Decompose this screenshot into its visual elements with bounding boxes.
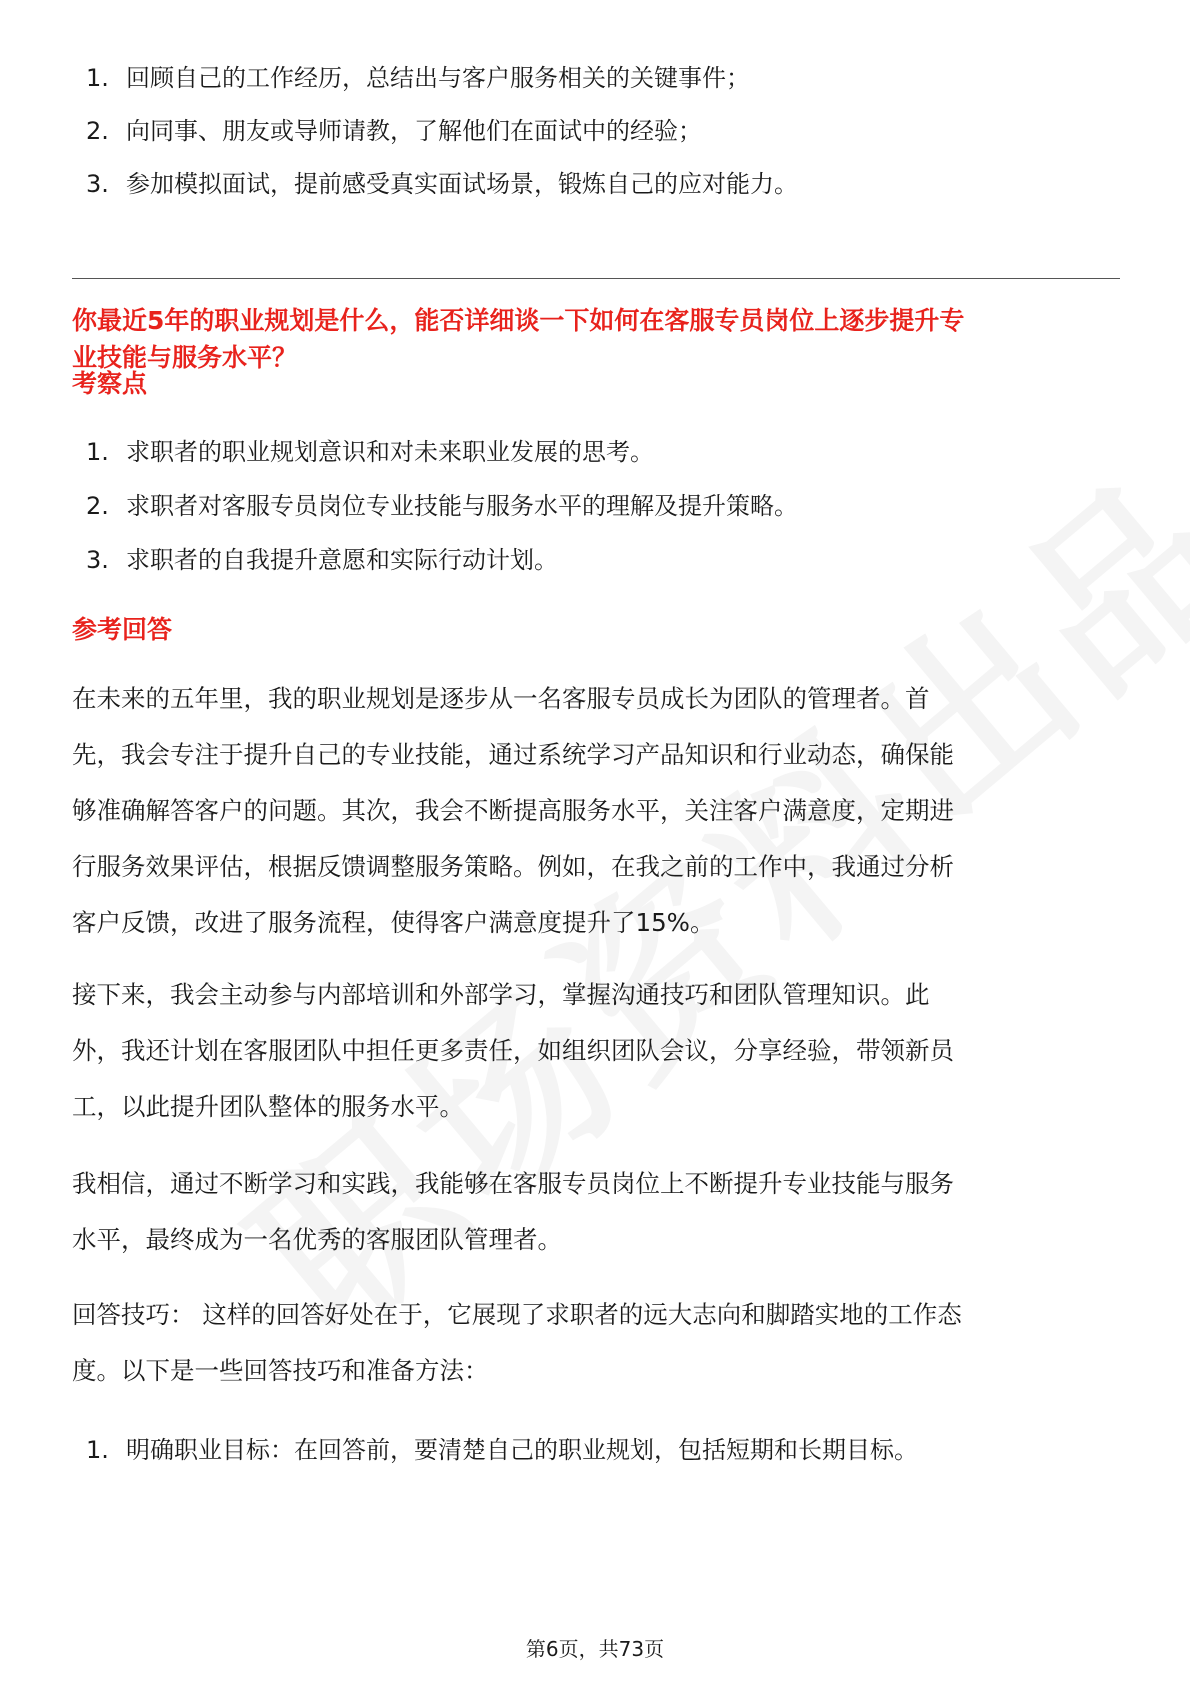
list-text: 求职者的自我提升意愿和实际行动计划。 <box>126 546 558 574</box>
answer-paragraph <box>72 967 1132 1135</box>
list-text: 参加模拟面试，提前感受真实面试场景，锻炼自己的应对能力。 <box>126 170 798 198</box>
list-item <box>86 490 798 522</box>
paragraph-line: 度。以下是一些回答技巧和准备方法： <box>72 1356 489 1385</box>
list-item <box>86 62 750 94</box>
list-item <box>86 436 654 468</box>
list-text: 求职者对客服专员岗位专业技能与服务水平的理解及提升策略。 <box>126 492 798 520</box>
paragraph-line: 外，我还计划在客服团队中担任更多责任，如组织团队会议，分享经验，带领新员 <box>72 1036 954 1065</box>
paragraph-line: 先，我会专注于提升自己的专业技能，通过系统学习产品知识和行业动态，确保能 <box>72 740 954 769</box>
paragraph-line: 回答技巧： 这样的回答好处在于，它展现了求职者的远大志向和脚踏实地的工作态 <box>72 1300 962 1329</box>
answer-paragraph <box>72 671 1132 951</box>
list-item <box>86 115 702 147</box>
assessment-heading: 考察点 <box>72 369 148 398</box>
list-number: 2. <box>86 117 109 145</box>
list-text: 回顾自己的工作经历，总结出与客户服务相关的关键事件； <box>126 64 750 92</box>
answer-paragraph <box>72 1156 1132 1268</box>
section-divider <box>72 278 1120 279</box>
question-line: 业技能与服务水平？ <box>72 343 298 372</box>
paragraph-line: 水平，最终成为一名优秀的客服团队管理者。 <box>72 1225 562 1254</box>
paragraph-line: 接下来，我会主动参与内部培训和外部学习，掌握沟通技巧和团队管理知识。此 <box>72 980 930 1009</box>
list-number: 1. <box>86 438 109 466</box>
list-item <box>86 1434 918 1466</box>
list-text: 求职者的职业规划意识和对未来职业发展的思考。 <box>126 438 654 466</box>
list-number: 2. <box>86 492 109 520</box>
paragraph-line: 在未来的五年里，我的职业规划是逐步从一名客服专员成长为团队的管理者。首 <box>72 684 930 713</box>
list-item <box>86 168 798 200</box>
list-number: 3. <box>86 546 109 574</box>
paragraph-line: 我相信，通过不断学习和实践，我能够在客服专员岗位上不断提升专业技能与服务 <box>72 1169 954 1198</box>
question-line: 你最近5年的职业规划是什么，能否详细谈一下如何在客服专员岗位上逐步提升专 <box>72 306 965 335</box>
paragraph-line: 够准确解答客户的问题。其次，我会不断提高服务水平，关注客户满意度，定期进 <box>72 796 954 825</box>
list-text: 向同事、朋友或导师请教，了解他们在面试中的经验； <box>126 117 702 145</box>
paragraph-line: 客户反馈，改进了服务流程，使得客户满意度提升了15%。 <box>72 908 715 937</box>
list-number: 1. <box>86 1436 109 1464</box>
paragraph-line: 行服务效果评估，根据反馈调整服务策略。例如，在我之前的工作中，我通过分析 <box>72 852 954 881</box>
page-footer: 第6页，共73页 <box>525 1637 665 1661</box>
paragraph-line: 工，以此提升团队整体的服务水平。 <box>72 1092 464 1121</box>
question-title <box>72 302 1122 376</box>
list-number: 1. <box>86 64 109 92</box>
list-number: 3. <box>86 170 109 198</box>
answer-heading: 参考回答 <box>72 615 173 644</box>
list-item <box>86 544 558 576</box>
answer-tips-intro <box>72 1287 1132 1399</box>
list-text: 明确职业目标：在回答前，要清楚自己的职业规划，包括短期和长期目标。 <box>126 1436 918 1464</box>
